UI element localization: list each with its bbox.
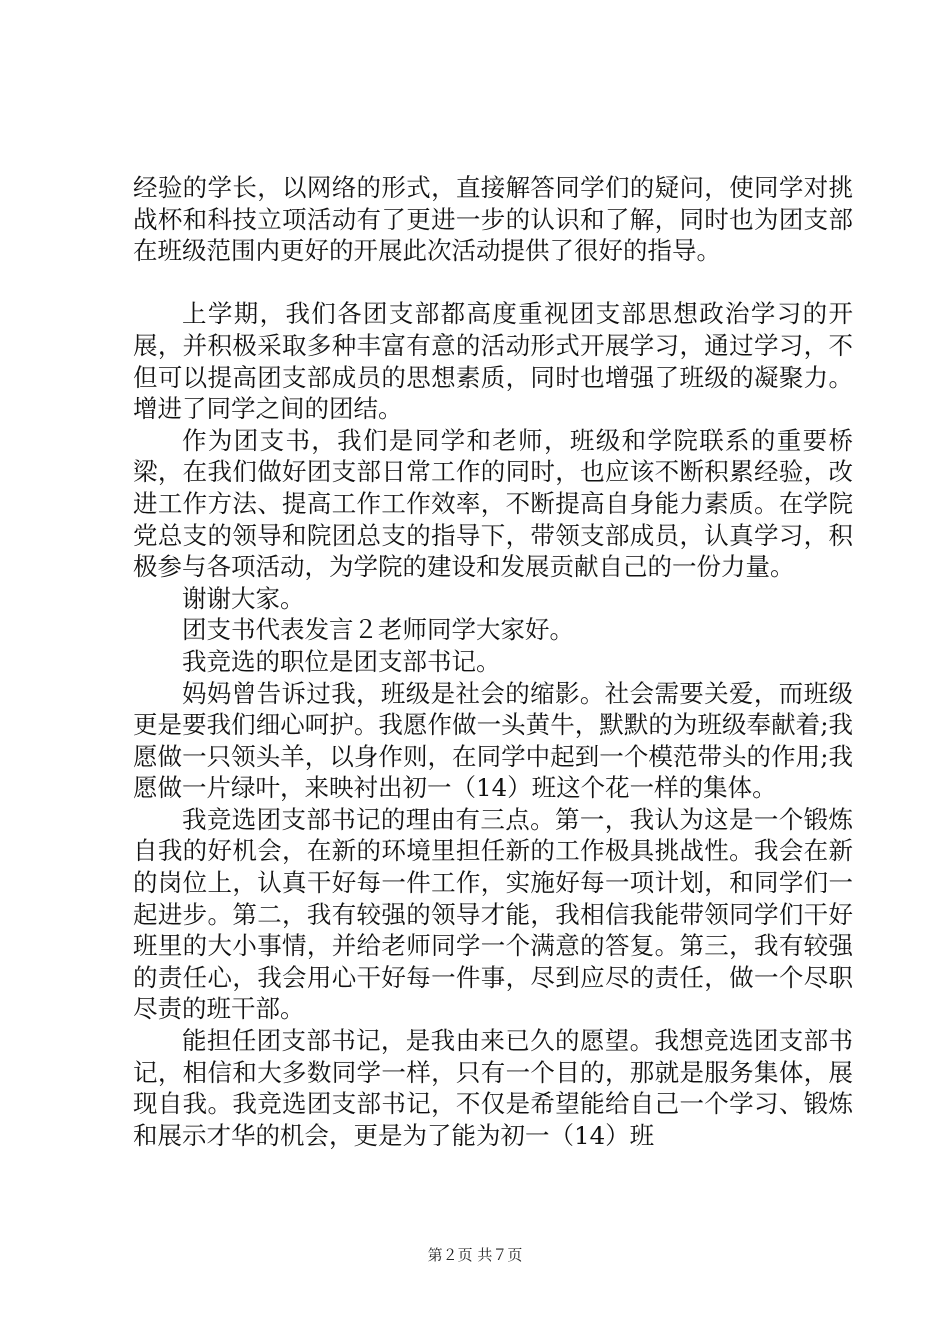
paragraph: 作为团支书，我们是同学和老师，班级和学院联系的重要桥梁，在我们做好团支部日常工作的同时，也应该不断积累经验，改进工作方法、提高工作工作效率，不断提高自身能力素质。在学院党总支的领导和院团总支的指导下，带领支部成员，认真学习，积极参与各项活动，为学院的建设和发展贡献自己的一份力量。 bbox=[133, 425, 853, 582]
paragraph: 妈妈曾告诉过我，班级是社会的缩影。社会需要关爱，而班级更是要我们细心呵护。我愿作做一头黄牛，默默的为班级奉献着;我愿做一只领头羊，以身作则，在同学中起到一个模范带头的作用;我愿做一片绿叶，来映衬出初一（14）班这个花一样的集体。 bbox=[133, 678, 853, 803]
page-number-footer: 第２页 共７页 bbox=[427, 1246, 523, 1264]
paragraph: 能担任团支部书记，是我由来已久的愿望。我想竞选团支部书记，相信和大多数同学一样，只有一个目的，那就是服务集体，展现自我。我竞选团支部书记，不仅是希望能给自己一个学习、锻炼和展示才华的机会，更是为了能为初一（14）班 bbox=[133, 1026, 853, 1150]
paragraph: 我竞选的职位是团支部书记。 bbox=[182, 646, 501, 676]
paragraph-continued: 经验的学长，以网络的形式，直接解答同学们的疑问，使同学对挑战杯和科技立项活动有了更进一步的认识和了解，同时也为团支部在班级范围内更好的开展此次活动提供了很好的指导。 bbox=[133, 173, 853, 266]
speech-heading: 团支书代表发言２老师同学大家好。 bbox=[182, 615, 574, 645]
page-body bbox=[133, 172, 853, 1151]
paragraph: 上学期，我们各团支部都高度重视团支部思想政治学习的开展，并积极采取多种丰富有意的活动形式开展学习，通过学习，不但可以提高团支部成员的思想素质，同时也增强了班级的凝聚力。增进了同学之间的团结。 bbox=[133, 299, 853, 424]
paragraph-thanks: 谢谢大家。 bbox=[182, 583, 305, 613]
paragraph: 我竞选团支部书记的理由有三点。第一，我认为这是一个锻炼自我的好机会，在新的环境里担任新的工作极具挑战性。我会在新的岗位上，认真干好每一件工作，实施好每一项计划，和同学们一起进步。第二，我有较强的领导才能，我相信我能带领同学们干好班里的大小事情，并给老师同学一个满意的答复。第三，我有较强的责任心，我会用心干好每一件事，尽到应尽的责任，做一个尽职尽责的班干部。 bbox=[133, 804, 853, 1024]
